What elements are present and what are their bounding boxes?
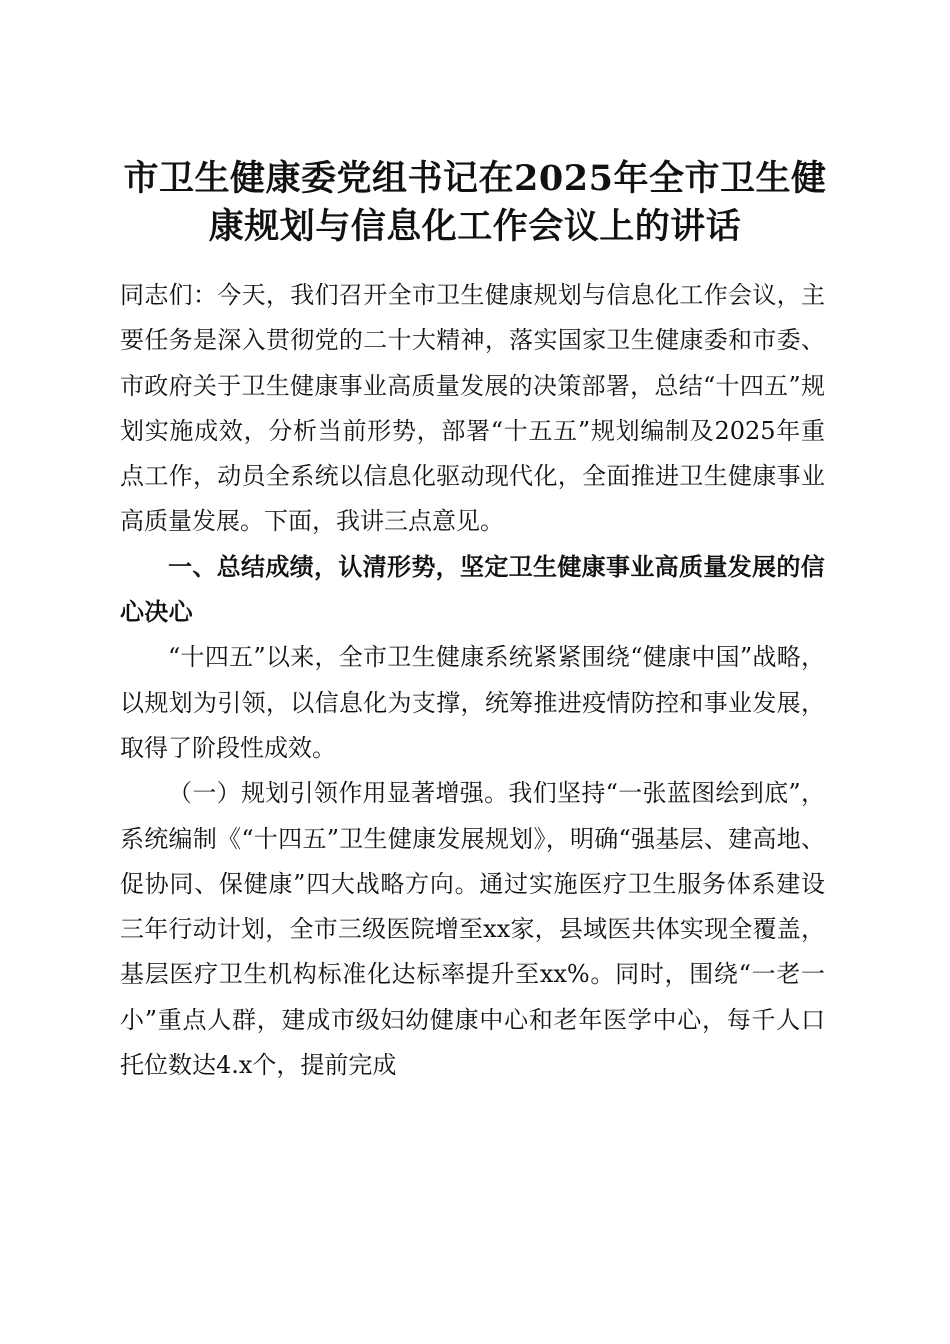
section-heading-1: 一、总结成绩，认清形势，坚定卫生健康事业高质量发展的信心决心	[120, 552, 825, 627]
opening-paragraph: 同志们：今天，我们召开全市卫生健康规划与信息化工作会议，主要任务是深入贯彻党的二十大精神，落实国家卫生健康委和市委、市政府关于卫生健康事业高质量发展的决策部署，总结“十四五”规划实施成效，分析当前形势，部署“十五五”规划编制及2025年重点工作，动员全系统以信息化驱动现代化，全面推进卫生健康事业高质量发展。下面，我讲三点意见。	[120, 281, 825, 536]
title-line-1: 市卫生健康委党组书记在2025年全市卫生健	[123, 158, 827, 200]
section-1-intro-paragraph: “十四五”以来，全市卫生健康系统紧紧围绕“健康中国”战略，以规划为引领，以信息化为支撑，统筹推进疫情防控和事业发展，取得了阶段性成效。	[120, 643, 825, 762]
title-line-2: 康规划与信息化工作会议上的讲话	[208, 206, 742, 248]
document-body	[120, 273, 825, 1088]
document-title	[100, 155, 850, 251]
subsection-1-paragraph: （一）规划引领作用显著增强。我们坚持“一张蓝图绘到底”，系统编制《“十四五”卫生健康发展规划》，明确“强基层、建高地、促协同、保健康”四大战略方向。通过实施医疗卫生服务体系建设三年行动计划，全市三级医院增至xx家，县域医共体实现全覆盖，基层医疗卫生机构标准化达标率提升至xx%。同时，围绕“一老一小”重点人群，建成市级妇幼健康中心和老年医学中心，每千人口托位数达4.x个，提前完成	[120, 779, 825, 1080]
